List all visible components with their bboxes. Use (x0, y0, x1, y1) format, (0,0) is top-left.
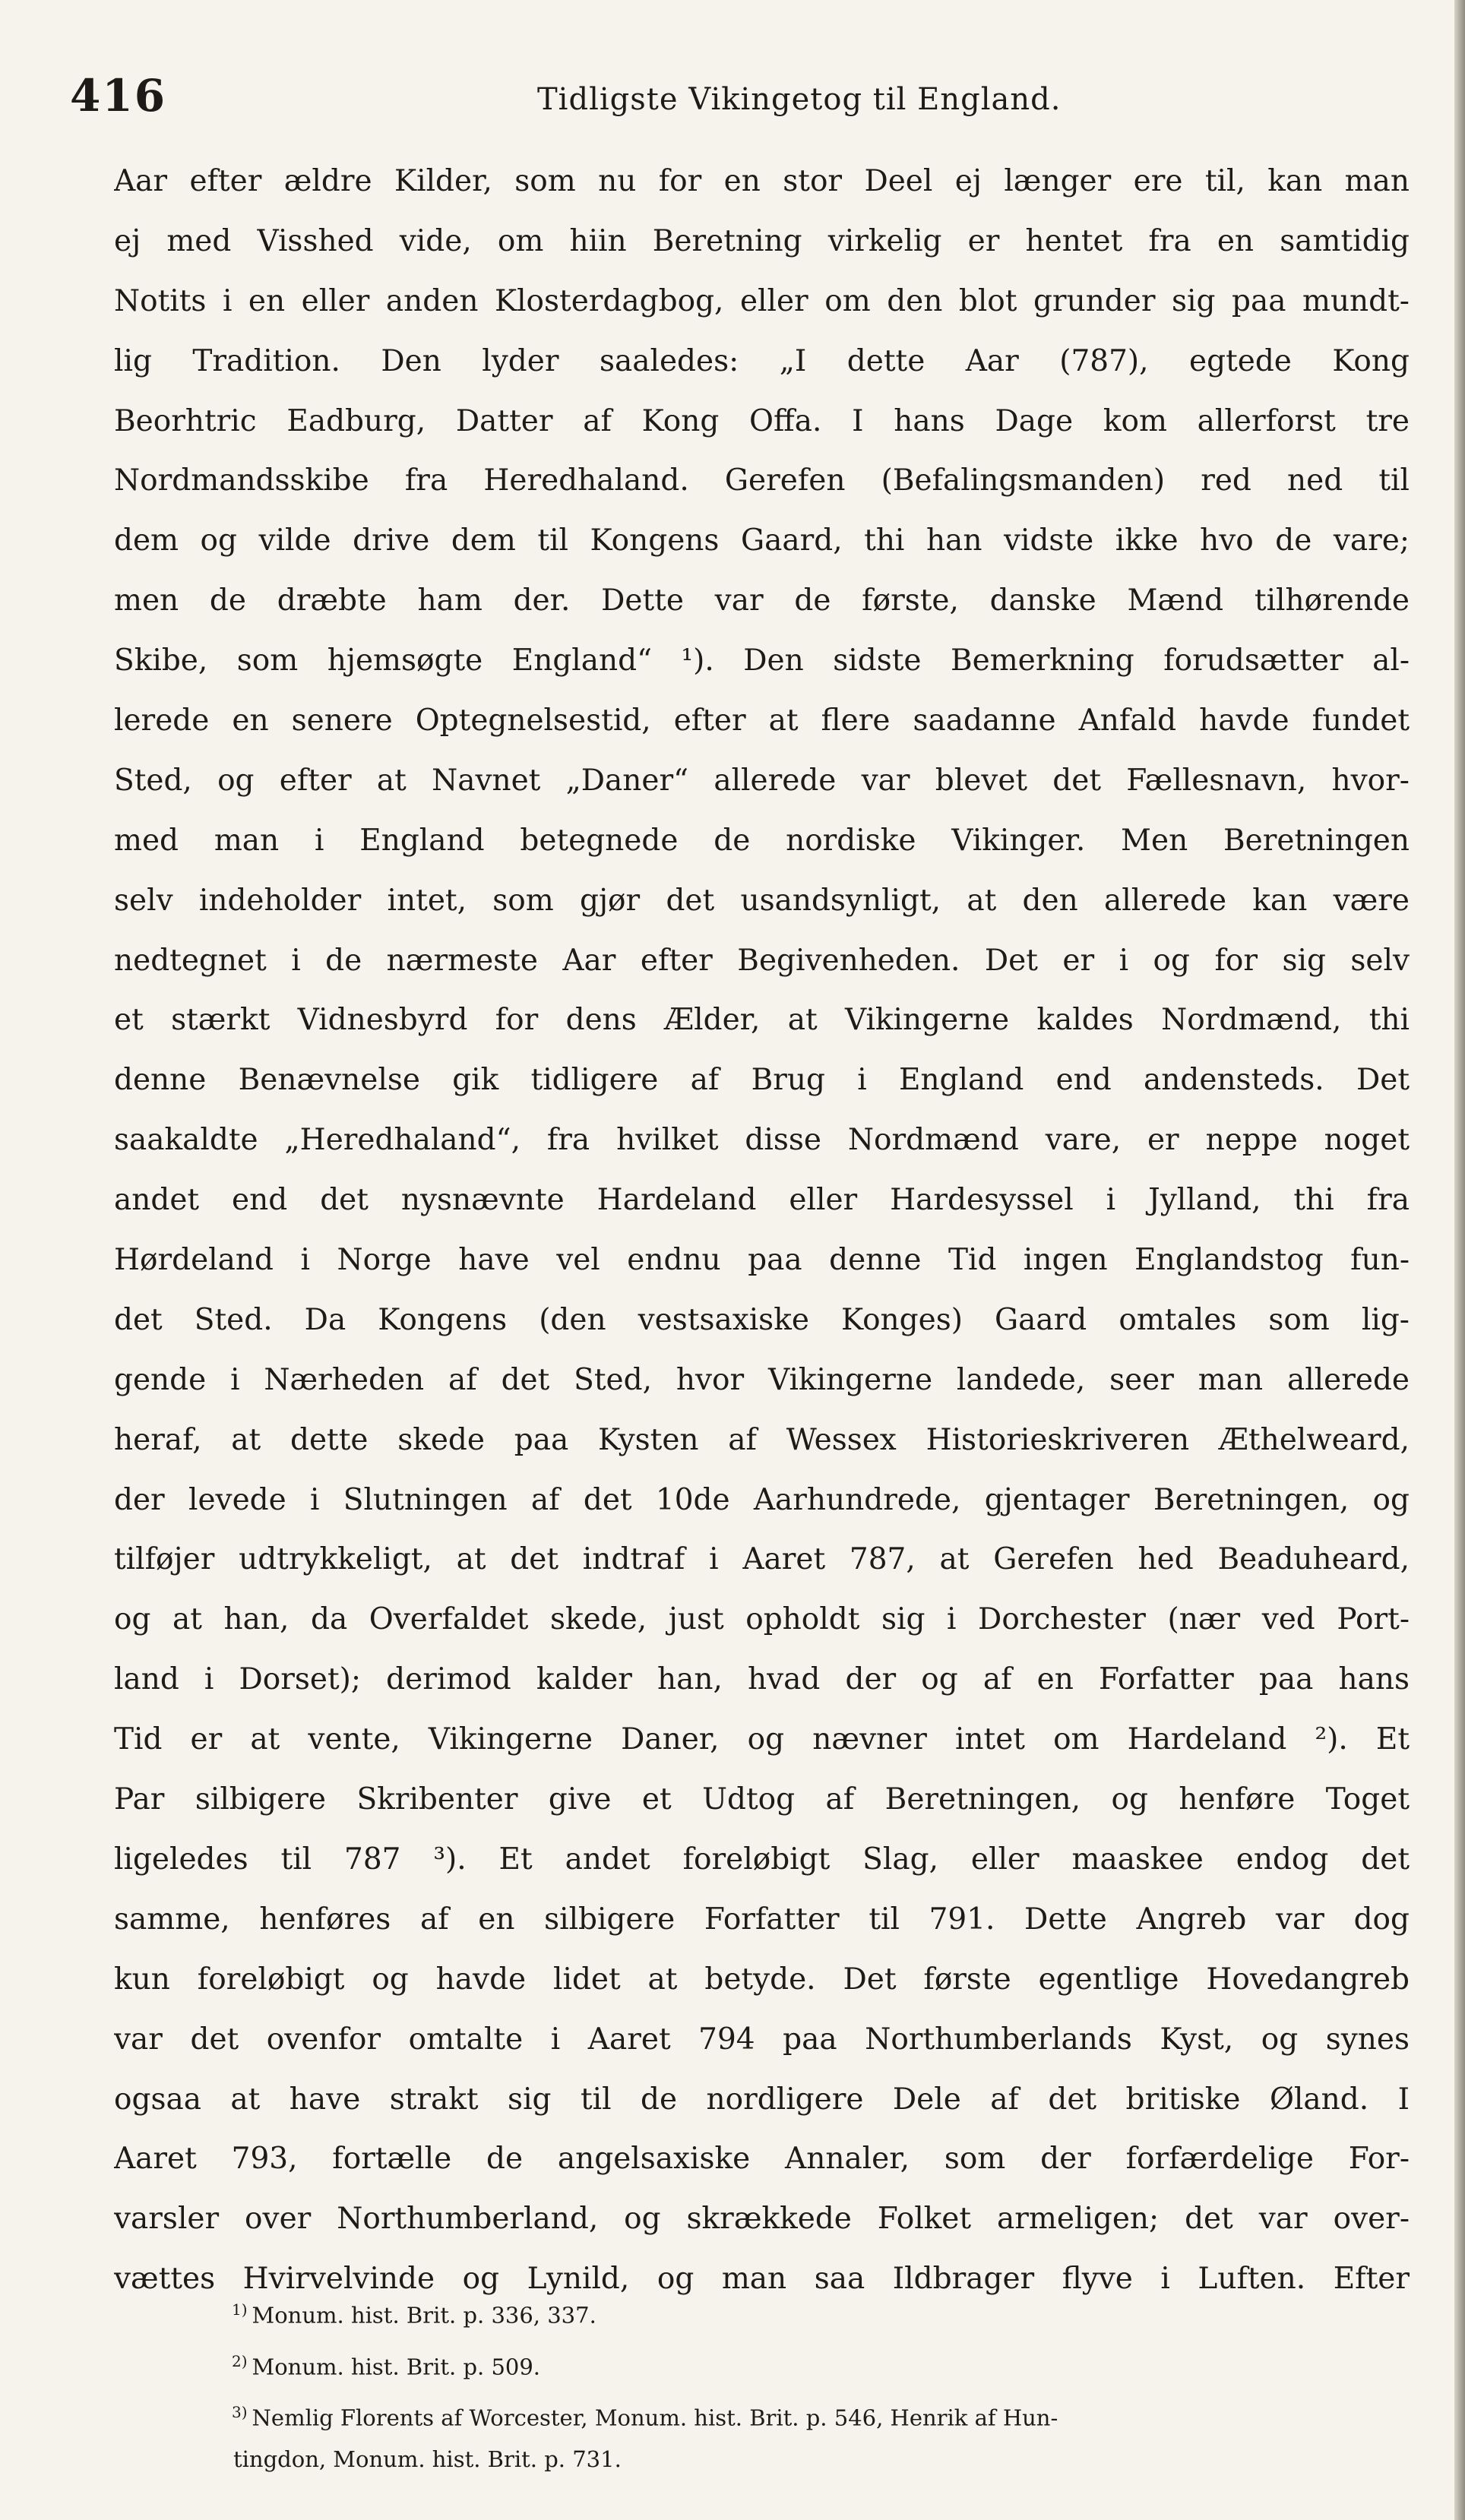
text-line: tilføjer udtrykkeligt, at det indtraf i Aaret 787, at Gerefen hed Beaduheard, (114, 1542, 1410, 1577)
text-line: gende i Nærheden af det Sted, hvor Vikingerne landede, seer man allerede (114, 1362, 1410, 1397)
footnote (232, 2287, 1417, 2338)
text-line: Beorhtric Eadburg, Datter af Kong Offa. I hans Dage kom allerforst tre (114, 403, 1410, 438)
text-line: det Sted. Da Kongens (den vestsaxiske Konges) Gaard omtales som lig- (114, 1302, 1410, 1337)
text-line: og at han, da Overfaldet skede, just opholdt sig i Dorchester (nær ved Port- (114, 1602, 1410, 1637)
text-line: nedtegnet i de nærmeste Aar efter Begivenheden. Det er i og for sig selv (114, 943, 1410, 978)
footnote (232, 2338, 1417, 2390)
text-line: andet end det nysnævnte Hardeland eller Hardesyssel i Jylland, thi fra (114, 1183, 1410, 1218)
text-line: ej med Visshed vide, om hiin Beretning virkelig er hentet fra en samtidig (114, 223, 1410, 258)
text-line: Sted, og efter at Navnet „Daner“ allerede var blevet det Fællesnavn, hvor- (114, 763, 1410, 798)
text-line: kun foreløbigt og havde lidet at betyde. Det første egentlige Hovedangreb (114, 1962, 1410, 1997)
text-line: Hørdeland i Norge have vel endnu paa denne Tid ingen Englandstog fun- (114, 1243, 1410, 1278)
text-line: vættes Hvirvelvinde og Lynild, og man saa Ildbrager flyve i Luften. Efter (114, 2262, 1410, 2297)
footnote-mark: 2) (232, 2351, 248, 2370)
text-line: land i Dorset); derimod kalder han, hvad der og af en Forfatter paa hans (114, 1662, 1410, 1697)
footnote (232, 2389, 1417, 2441)
footnote-text: Nemlig Florents af Worcester, Monum. hist. Brit. p. 546, Henrik af Hun- (252, 2405, 1058, 2431)
page-edge-shadow (1454, 0, 1465, 2520)
footnotes (232, 2287, 1417, 2477)
footnote-text: Monum. hist. Brit. p. 509. (252, 2354, 541, 2380)
text-line: var det ovenfor omtalte i Aaret 794 paa Northumberlands Kyst, og synes (114, 2022, 1410, 2057)
text-line: saakaldte „Heredhaland“, fra hvilket disse Nordmænd vare, er neppe noget (114, 1123, 1410, 1158)
text-line: et stærkt Vidnesbyrd for dens Ælder, at Vikingerne kaldes Nordmænd, thi (114, 1003, 1410, 1038)
page-number: 416 (70, 70, 167, 122)
text-line: varsler over Northumberland, og skrækkede Folket armeligen; det var over- (114, 2202, 1410, 2237)
text-line: Nordmandsskibe fra Heredhaland. Gerefen (Befalingsmanden) red ned til (114, 463, 1410, 498)
running-title: Tidligste Vikingetog til England. (537, 82, 1062, 117)
footnote-continuation: tingdon, Monum. hist. Brit. p. 731. (233, 2446, 622, 2472)
text-line: lerede en senere Optegnelsestid, efter at flere saadanne Anfald havde fundet (114, 704, 1410, 738)
text-line: heraf, at dette skede paa Kysten af Wessex Historieskriveren Æthelweard, (114, 1422, 1410, 1457)
footnote-mark: 3) (232, 2403, 248, 2422)
text-line: dem og vilde drive dem til Kongens Gaard, thi han vidste ikke hvo de vare; (114, 523, 1410, 558)
footnote-text: Monum. hist. Brit. p. 336, 337. (252, 2302, 596, 2329)
text-line: Par silbigere Skribenter give et Udtog af Beretningen, og henføre Toget (114, 1782, 1410, 1817)
text-line: Notits i en eller anden Klosterdagbog, eller om den blot grunder sig paa mundt- (114, 283, 1410, 318)
text-line: Aaret 793, fortælle de angelsaxiske Annaler, som der forfærdelige For- (114, 2142, 1410, 2177)
text-line: Tid er at vente, Vikingerne Daner, og nævner intet om Hardeland ²). Et (114, 1722, 1410, 1757)
text-line: der levede i Slutningen af det 10de Aarhundrede, gjentager Beretningen, og (114, 1482, 1410, 1517)
page-header (70, 70, 1460, 131)
text-line: samme, henføres af en silbigere Forfatter til 791. Dette Angreb var dog (114, 1902, 1410, 1937)
footnote-mark: 1) (232, 2300, 248, 2319)
text-line: denne Benævnelse gik tidligere af Brug i England end andensteds. Det (114, 1063, 1410, 1098)
text-line: selv indeholder intet, som gjør det usandsynligt, at den allerede kan være (114, 883, 1410, 918)
body-text (114, 152, 1410, 2310)
text-line: ligeledes til 787 ³). Et andet foreløbigt Slag, eller maaskee endog det (114, 1842, 1410, 1877)
text-line: lig Tradition. Den lyder saaledes: „I dette Aar (787), egtede Kong (114, 343, 1410, 378)
text-line: Skibe, som hjemsøgte England“ ¹). Den sidste Bemerkning forudsætter al- (114, 643, 1410, 678)
text-line: men de dræbte ham der. Dette var de første, danske Mænd tilhørende (114, 583, 1410, 618)
text-line: med man i England betegnede de nordiske Vikinger. Men Beretningen (114, 823, 1410, 858)
text-line: Aar efter ældre Kilder, som nu for en stor Deel ej længer ere til, kan man (114, 164, 1410, 198)
text-line: ogsaa at have strakt sig til de nordligere Dele af det britiske Øland. I (114, 2082, 1410, 2117)
